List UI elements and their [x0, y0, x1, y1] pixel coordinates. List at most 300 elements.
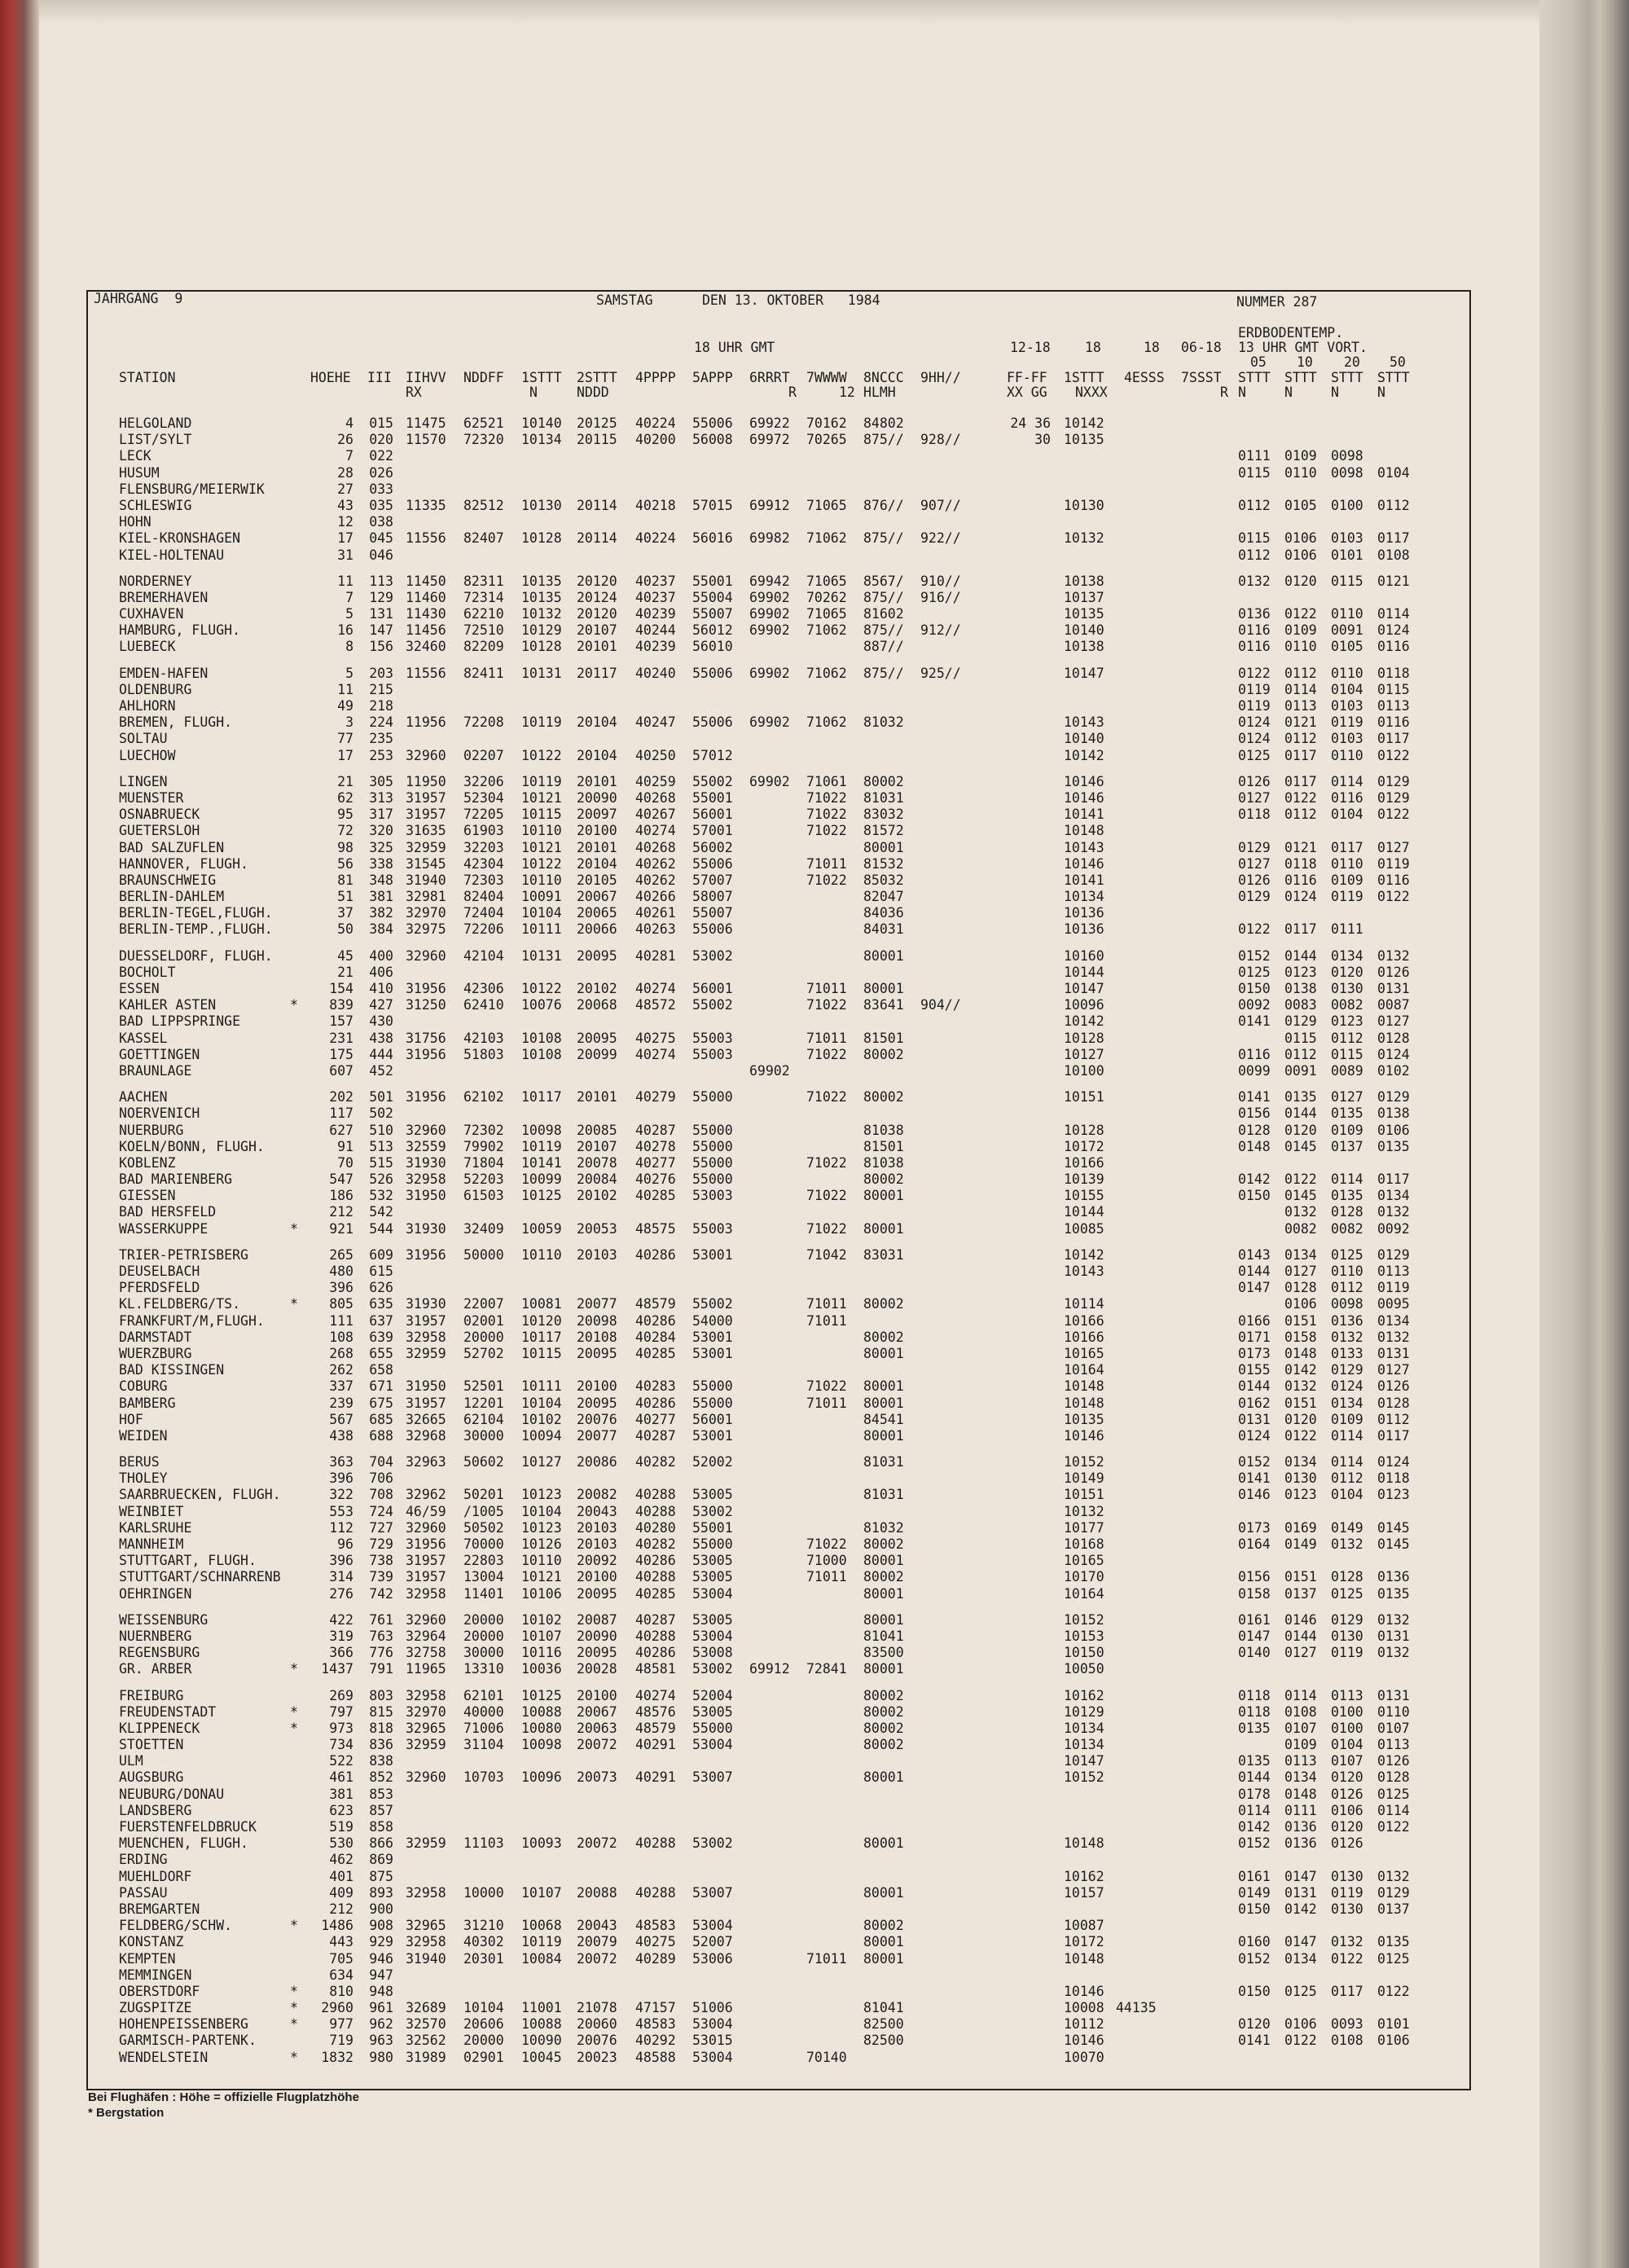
- cell-appp: 55003: [692, 1220, 733, 1237]
- cell-sttt-1: 10121: [521, 839, 562, 855]
- mountain-station-marker: *: [290, 2049, 298, 2065]
- cell-soil-50: 0117: [1377, 731, 1410, 747]
- cell-soil-50: 0122: [1377, 1819, 1410, 1835]
- cell-appp: 57015: [692, 497, 733, 513]
- cell-soil-10: 0148: [1284, 1345, 1317, 1361]
- cell-hoehe: 154: [329, 981, 353, 996]
- table-row: [0, 1704, 1466, 1721]
- cell-station: NUERNBERG: [119, 1628, 192, 1644]
- cell-hoehe: 49: [337, 698, 353, 714]
- cell-soil-50: 0129: [1377, 773, 1410, 789]
- cell-station: HUSUM: [119, 464, 160, 481]
- table-row: [0, 731, 1466, 747]
- cell-soil-20: 0128: [1331, 1204, 1363, 1220]
- cell-sttt-3: 10166: [1064, 1312, 1104, 1329]
- cell-station: KONSTANZ: [119, 1934, 184, 1950]
- cell-iii: 510: [369, 1122, 393, 1138]
- cell-sttt-1: 10036: [521, 1661, 562, 1677]
- cell-soil-20: 0120: [1331, 964, 1363, 980]
- cell-soil-05: 0147: [1238, 1628, 1271, 1644]
- cell-hoehe: 11: [337, 681, 353, 697]
- cell-sttt-1: 10123: [521, 1519, 562, 1536]
- cell-appp: 55003: [692, 1046, 733, 1062]
- cell-iihvv: 31956: [406, 1046, 446, 1062]
- table-row: [0, 748, 1466, 764]
- cell-station: LUECHOW: [119, 747, 176, 763]
- cell-nddff: 42304: [463, 855, 504, 872]
- cell-hoehe: 519: [329, 1819, 353, 1835]
- cell-soil-20: 0119: [1331, 1645, 1363, 1661]
- cell-iii: 900: [369, 1901, 393, 1917]
- cell-sttt-1: 10125: [521, 1687, 562, 1703]
- cell-sttt-2: 20090: [577, 789, 617, 806]
- cell-station: FREUDENSTADT *: [119, 1703, 298, 1720]
- group-spacer: [0, 564, 1466, 574]
- cell-appp: 52002: [692, 1454, 733, 1470]
- cell-station: GIESSEN: [119, 1188, 176, 1204]
- table-row: [0, 1296, 1466, 1312]
- col-ff-ff: FF-FF: [1007, 370, 1047, 385]
- cell-pppp: 40250: [635, 747, 676, 763]
- cell-soil-10: 0151: [1284, 1569, 1317, 1585]
- cell-hoehe: 734: [329, 1737, 353, 1753]
- cell-soil-20: 0110: [1331, 747, 1363, 763]
- table-row: [0, 1378, 1466, 1395]
- cell-nddff: 72205: [463, 807, 504, 823]
- cell-hoehe: 268: [329, 1345, 353, 1361]
- cell-soil-50: 0107: [1377, 1720, 1410, 1736]
- page-shadow: [39, 0, 1539, 24]
- cell-nccc: 80001: [863, 1188, 904, 1204]
- cell-hoehe: 265: [329, 1246, 353, 1263]
- cell-nddff: 61903: [463, 823, 504, 839]
- cell-pppp: 40283: [635, 1378, 676, 1395]
- cell-soil-50: 0113: [1377, 1264, 1410, 1279]
- cell-soil-05: 0119: [1238, 681, 1271, 697]
- cell-station: WEINBIET: [119, 1503, 184, 1519]
- cell-soil-50: 0135: [1377, 1138, 1410, 1154]
- cell-pppp: 40289: [635, 1950, 676, 1967]
- mountain-station-marker: *: [290, 1296, 298, 1312]
- cell-soil-20: 0106: [1331, 1802, 1363, 1818]
- table-row: [0, 1047, 1466, 1063]
- table-row: [0, 574, 1466, 590]
- table-row: [0, 790, 1466, 807]
- cell-iii: 776: [369, 1645, 393, 1661]
- table-row: [0, 498, 1466, 514]
- cell-sttt-1: 10121: [521, 789, 562, 806]
- cell-soil-20: 0122: [1331, 1950, 1363, 1967]
- cell-station: GARMISCH-PARTENK.: [119, 2033, 257, 2049]
- cell-wwww: 71022: [806, 789, 847, 806]
- issue-number: NUMMER 287: [1236, 294, 1318, 310]
- cell-hoehe: 21: [337, 773, 353, 789]
- cell-sttt-2: 20028: [577, 1661, 617, 1677]
- cell-nddff: 52702: [463, 1345, 504, 1361]
- table-row: [0, 1031, 1466, 1047]
- cell-soil-50: 0121: [1377, 573, 1410, 589]
- cell-pppp: 48579: [635, 1720, 676, 1736]
- cell-station: BREMERHAVEN: [119, 589, 209, 605]
- cell-sttt-3: 10151: [1064, 1487, 1104, 1503]
- cell-soil-10: 0129: [1284, 1013, 1317, 1030]
- cell-iihvv: 32968: [406, 1427, 446, 1444]
- cell-sttt-2: 20099: [577, 1046, 617, 1062]
- cell-soil-50: 0124: [1377, 1046, 1410, 1062]
- cell-hoehe: 98: [337, 839, 353, 855]
- cell-sttt-3: 10142: [1064, 415, 1104, 431]
- cell-nddff: 20606: [463, 2016, 504, 2033]
- cell-iii: 438: [369, 1030, 393, 1046]
- table-row: [0, 639, 1466, 655]
- cell-sttt-1: 10119: [521, 714, 562, 731]
- cell-nccc: 83641: [863, 997, 904, 1013]
- cell-soil-50: 0125: [1377, 1786, 1410, 1802]
- cell-nddff: 72302: [463, 1122, 504, 1138]
- cell-sttt-1: 10140: [521, 415, 562, 431]
- cell-sttt-2: 20095: [577, 1395, 617, 1411]
- cell-hoehe: 401: [329, 1868, 353, 1884]
- mountain-station-marker: *: [290, 997, 298, 1013]
- cell-soil-20: 0130: [1331, 1628, 1363, 1644]
- cell-wwww: 71011: [806, 1030, 847, 1046]
- cell-soil-50: 0124: [1377, 1454, 1410, 1470]
- cell-sttt-2: 20087: [577, 1611, 617, 1628]
- cell-sttt-1: 10102: [521, 1411, 562, 1427]
- cell-hh: 907//: [920, 497, 961, 513]
- cell-soil-10: 0137: [1284, 1585, 1317, 1602]
- group-18-uhr: 18 UHR GMT: [694, 340, 775, 355]
- cell-sttt-3: 10143: [1064, 1264, 1104, 1279]
- cell-pppp: 40244: [635, 622, 676, 639]
- cell-soil-05: 0152: [1238, 1454, 1271, 1470]
- cell-sttt-2: 20098: [577, 1312, 617, 1329]
- cell-iihvv: 31635: [406, 823, 446, 839]
- cell-hoehe: 705: [329, 1950, 353, 1967]
- cell-soil-10: 0114: [1284, 681, 1317, 697]
- cell-nddff: 72320: [463, 432, 504, 448]
- cell-soil-10: 0112: [1284, 1046, 1317, 1062]
- group-spacer: [0, 1678, 1466, 1688]
- cell-iii: 929: [369, 1934, 393, 1950]
- col-1sttt: 1STTT: [521, 370, 562, 385]
- cell-iihvv: 31956: [406, 1536, 446, 1552]
- cell-soil-20: 0125: [1331, 1585, 1363, 1602]
- col-soil-2-sub: N: [1284, 385, 1293, 400]
- depth-10: 10: [1297, 354, 1313, 370]
- cell-hoehe: 314: [329, 1569, 353, 1585]
- cell-soil-50: 0131: [1377, 1345, 1410, 1361]
- col-6rrrt-sub: R: [788, 385, 797, 400]
- cell-soil-50: 0118: [1377, 665, 1410, 681]
- cell-soil-10: 0082: [1284, 1220, 1317, 1237]
- cell-soil-10: 0132: [1284, 1204, 1317, 1220]
- cell-appp: 56001: [692, 981, 733, 996]
- cell-station: HAMBURG, FLUGH.: [119, 622, 241, 639]
- cell-soil-10: 0146: [1284, 1611, 1317, 1628]
- cell-nddff: 10000: [463, 1884, 504, 1901]
- cell-soil-10: 0147: [1284, 1934, 1317, 1950]
- cell-sttt-1: 10099: [521, 1171, 562, 1188]
- cell-soil-10: 0112: [1284, 665, 1317, 681]
- cell-iihvv: 31957: [406, 1569, 446, 1585]
- table-row: [0, 905, 1466, 921]
- cell-hoehe: 21: [337, 964, 353, 980]
- cell-sttt-1: 10128: [521, 530, 562, 547]
- cell-nccc: 85032: [863, 872, 904, 888]
- cell-wwww: 71011: [806, 1312, 847, 1329]
- cell-nccc: 81031: [863, 1487, 904, 1503]
- cell-soil-20: 0109: [1331, 1122, 1363, 1138]
- cell-soil-10: 0145: [1284, 1188, 1317, 1204]
- col-hoehe: HOEHE: [310, 370, 351, 385]
- cell-soil-05: 0135: [1238, 1720, 1271, 1736]
- cell-hoehe: 43: [337, 497, 353, 513]
- cell-station: LUEBECK: [119, 639, 176, 655]
- cell-soil-20: 0119: [1331, 1884, 1363, 1901]
- cell-sttt-3: 10177: [1064, 1519, 1104, 1536]
- cell-sttt-1: 10110: [521, 1246, 562, 1263]
- cell-nddff: 02901: [463, 2049, 504, 2065]
- cell-nddff: 40000: [463, 1703, 504, 1720]
- weekday: SAMSTAG: [596, 292, 653, 308]
- cell-sttt-1: 10125: [521, 1188, 562, 1204]
- cell-nccc: 80001: [863, 1378, 904, 1395]
- cell-hoehe: 2960: [321, 2000, 353, 2016]
- cell-nddff: 30000: [463, 1427, 504, 1444]
- cell-soil-10: 0110: [1284, 639, 1317, 655]
- cell-soil-05: 0131: [1238, 1411, 1271, 1427]
- cell-hoehe: 108: [329, 1329, 353, 1345]
- cell-iihvv: 32570: [406, 2016, 446, 2033]
- cell-sttt-2: 20023: [577, 2049, 617, 2065]
- cell-pppp: 40262: [635, 855, 676, 872]
- cell-station: GUETERSLOH: [119, 823, 200, 839]
- cell-sttt-3: 10170: [1064, 1569, 1104, 1585]
- cell-sttt-2: 20066: [577, 921, 617, 938]
- cell-hoehe: 77: [337, 731, 353, 747]
- cell-iii: 348: [369, 872, 393, 888]
- cell-iihvv: 32958: [406, 1585, 446, 1602]
- cell-sttt-3: 10087: [1064, 1918, 1104, 1934]
- cell-hoehe: 27: [337, 481, 353, 497]
- cell-iihvv: 32962: [406, 1487, 446, 1503]
- cell-iihvv: 32960: [406, 747, 446, 763]
- cell-iii: 761: [369, 1611, 393, 1628]
- cell-soil-50: 0129: [1377, 1884, 1410, 1901]
- cell-soil-05: 0142: [1238, 1171, 1271, 1188]
- cell-soil-20: 0129: [1331, 1611, 1363, 1628]
- cell-iii: 655: [369, 1345, 393, 1361]
- cell-iii: 671: [369, 1378, 393, 1395]
- cell-station: COBURG: [119, 1378, 168, 1395]
- cell-nccc: 81602: [863, 606, 904, 622]
- cell-sttt-3: 10134: [1064, 889, 1104, 905]
- cell-sttt-2: 20120: [577, 606, 617, 622]
- cell-appp: 55001: [692, 789, 733, 806]
- cell-nccc: 80002: [863, 1569, 904, 1585]
- cell-nccc: 82500: [863, 2016, 904, 2033]
- cell-soil-10: 0132: [1284, 1378, 1317, 1395]
- cell-hoehe: 634: [329, 1967, 353, 1983]
- cell-soil-10: 0083: [1284, 997, 1317, 1013]
- cell-hoehe: 72: [337, 823, 353, 839]
- cell-soil-50: 0124: [1377, 622, 1410, 639]
- cell-appp: 55002: [692, 1296, 733, 1312]
- cell-wwww: 71061: [806, 773, 847, 789]
- cell-iihvv: 32665: [406, 1411, 446, 1427]
- cell-sttt-2: 20101: [577, 773, 617, 789]
- cell-soil-20: 0130: [1331, 1868, 1363, 1884]
- cell-sttt-3: 10140: [1064, 731, 1104, 747]
- cell-sttt-2: 20100: [577, 1569, 617, 1585]
- group-spacer: [0, 764, 1466, 774]
- cell-appp: 53004: [692, 1585, 733, 1602]
- cell-soil-10: 0169: [1284, 1519, 1317, 1536]
- cell-sttt-1: 10076: [521, 997, 562, 1013]
- table-row: [0, 1139, 1466, 1155]
- cell-sttt-2: 20101: [577, 839, 617, 855]
- cell-iii: 015: [369, 415, 393, 431]
- cell-hoehe: 70: [337, 1154, 353, 1171]
- cell-hoehe: 111: [329, 1312, 353, 1329]
- cell-sttt-1: 10119: [521, 773, 562, 789]
- cell-appp: 53015: [692, 2033, 733, 2049]
- table-row: [0, 1204, 1466, 1220]
- cell-sttt-3: 10155: [1064, 1188, 1104, 1204]
- cell-sttt-2: 20072: [577, 1737, 617, 1753]
- cell-pppp: 40282: [635, 1454, 676, 1470]
- cell-station: MUEHLDORF: [119, 1868, 192, 1884]
- cell-wwww: 71022: [806, 807, 847, 823]
- cell-pppp: 40266: [635, 889, 676, 905]
- cell-soil-05: 0118: [1238, 807, 1271, 823]
- cell-appp: 55006: [692, 855, 733, 872]
- cell-pppp: 40237: [635, 573, 676, 589]
- cell-sttt-1: 10111: [521, 1378, 562, 1395]
- cell-iii: 526: [369, 1171, 393, 1188]
- cell-pppp: 40287: [635, 1611, 676, 1628]
- cell-sttt-3: 10138: [1064, 573, 1104, 589]
- cell-station: HOHENPEISSENBERG *: [119, 2016, 298, 2033]
- cell-sttt-1: 10088: [521, 2016, 562, 2033]
- cell-sttt-3: 10137: [1064, 589, 1104, 605]
- cell-nddff: 71006: [463, 1720, 504, 1736]
- cell-soil-10: 0134: [1284, 1950, 1317, 1967]
- cell-soil-20: 0100: [1331, 1703, 1363, 1720]
- cell-appp: 55001: [692, 1519, 733, 1536]
- cell-station: REGENSBURG: [119, 1645, 200, 1661]
- cell-soil-10: 0106: [1284, 530, 1317, 547]
- cell-appp: 55006: [692, 714, 733, 731]
- cell-station: WEISSENBURG: [119, 1611, 209, 1628]
- cell-sttt-1: 10115: [521, 807, 562, 823]
- cell-station: KASSEL: [119, 1030, 168, 1046]
- cell-soil-50: 0110: [1377, 1703, 1410, 1720]
- cell-iihvv: 32958: [406, 1329, 446, 1345]
- cell-station: BOCHOLT: [119, 964, 176, 980]
- cell-soil-05: 0112: [1238, 547, 1271, 563]
- cell-appp: 53004: [692, 1918, 733, 1934]
- cell-wwww: 71022: [806, 997, 847, 1013]
- cell-hoehe: 37: [337, 905, 353, 921]
- cell-soil-50: 0126: [1377, 1378, 1410, 1395]
- cell-appp: 57007: [692, 872, 733, 888]
- table-row: [0, 1918, 1466, 1934]
- cell-pppp: 40247: [635, 714, 676, 731]
- table-row: [0, 1487, 1466, 1503]
- cell-soil-10: 0117: [1284, 921, 1317, 938]
- cell-sttt-3: 10135: [1064, 432, 1104, 448]
- cell-soil-10: 0107: [1284, 1720, 1317, 1736]
- cell-sttt-3: 10147: [1064, 665, 1104, 681]
- cell-iii: 961: [369, 2000, 393, 2016]
- cell-soil-20: 0110: [1331, 665, 1363, 681]
- cell-nccc: 80002: [863, 1329, 904, 1345]
- cell-soil-10: 0118: [1284, 855, 1317, 872]
- cell-station: PASSAU: [119, 1884, 168, 1901]
- table-row: [0, 1171, 1466, 1188]
- cell-soil-05: 0149: [1238, 1884, 1271, 1901]
- cell-hoehe: 1486: [321, 1918, 353, 1934]
- cell-appp: 55006: [692, 921, 733, 938]
- cell-soil-20: 0137: [1331, 1138, 1363, 1154]
- cell-sttt-3: 10142: [1064, 747, 1104, 763]
- table-row: [0, 1819, 1466, 1835]
- cell-iii: 410: [369, 981, 393, 996]
- cell-soil-20: 0110: [1331, 855, 1363, 872]
- cell-pppp: 40278: [635, 1138, 676, 1154]
- cell-soil-10: 0130: [1284, 1470, 1317, 1487]
- cell-iihvv: 32960: [406, 1611, 446, 1628]
- cell-nccc: 81501: [863, 1138, 904, 1154]
- cell-soil-50: 0122: [1377, 807, 1410, 823]
- cell-soil-10: 0134: [1284, 1769, 1317, 1786]
- cell-iihvv: 31956: [406, 1089, 446, 1105]
- cell-nddff: 82209: [463, 639, 504, 655]
- cell-nddff: 72404: [463, 905, 504, 921]
- cell-sttt-3: 10146: [1064, 773, 1104, 789]
- cell-soil-10: 0138: [1284, 981, 1317, 996]
- cell-soil-10: 0109: [1284, 1737, 1317, 1753]
- cell-sttt-2: 20043: [577, 1503, 617, 1519]
- cell-rrrt: 69902: [749, 714, 790, 731]
- table-row: [0, 1753, 1466, 1769]
- cell-iii: 452: [369, 1062, 393, 1079]
- cell-iii: 384: [369, 921, 393, 938]
- cell-soil-05: 0173: [1238, 1345, 1271, 1361]
- cell-hoehe: 1832: [321, 2049, 353, 2065]
- cell-station: NUERBURG: [119, 1122, 184, 1138]
- table-row: [0, 2050, 1466, 2066]
- cell-station: FUERSTENFELDBRUCK: [119, 1819, 257, 1835]
- cell-iihvv: 32959: [406, 1345, 446, 1361]
- cell-iihvv: 31930: [406, 1296, 446, 1312]
- table-row: [0, 1569, 1466, 1585]
- cell-iihvv: 11456: [406, 622, 446, 639]
- cell-nccc: 80001: [863, 1934, 904, 1950]
- cell-soil-50: 0131: [1377, 1687, 1410, 1703]
- cell-iii: 688: [369, 1427, 393, 1444]
- cell-sttt-1: 10080: [521, 1720, 562, 1736]
- col-nddff: NDDFF: [463, 370, 504, 385]
- cell-soil-20: 0082: [1331, 1220, 1363, 1237]
- cell-sttt-3: 10139: [1064, 1171, 1104, 1188]
- cell-hoehe: 462: [329, 1852, 353, 1868]
- cell-sttt-2: 20101: [577, 1089, 617, 1105]
- cell-hoehe: 231: [329, 1030, 353, 1046]
- cell-sttt-2: 20065: [577, 905, 617, 921]
